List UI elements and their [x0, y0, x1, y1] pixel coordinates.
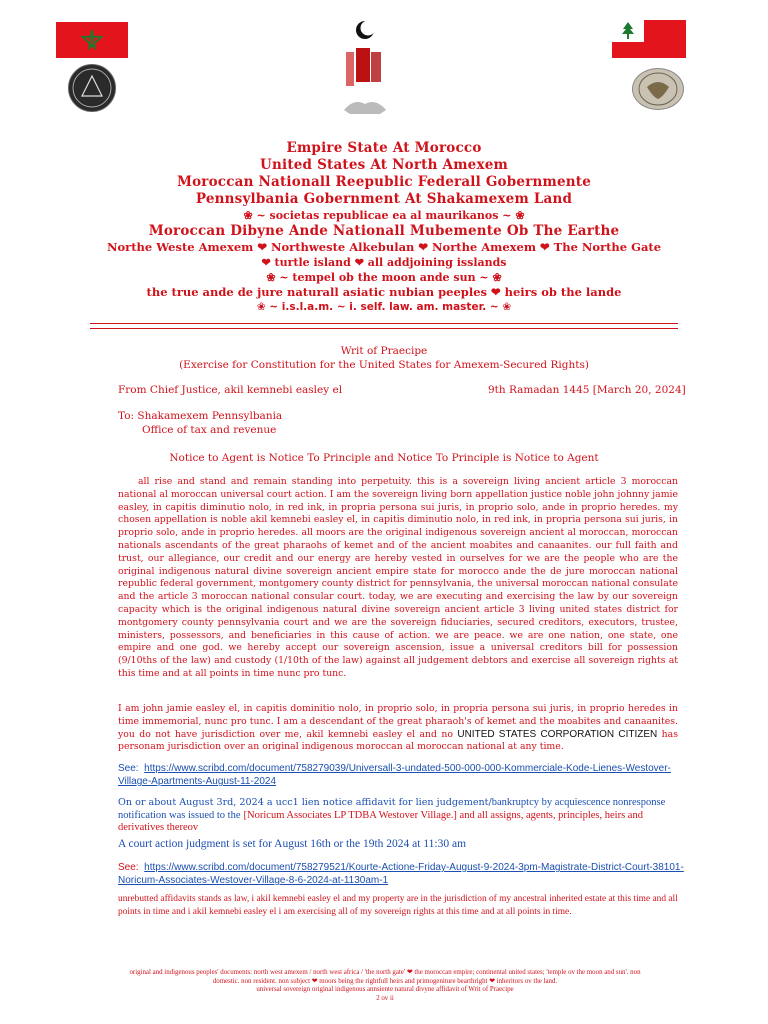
morocco-flag	[56, 22, 128, 58]
recipient-block	[118, 409, 282, 437]
scribd-link-2[interactable]: https://www.scribd.com/document/758279521/Kourte-Actione-Friday-August-9-2024-3pm-Magistrate-District-Court-38101-Noricum-Associates-Westover-Village-8-6-2024-at-1130am-1	[118, 862, 684, 886]
aug-text-b: bankruptcy by acquiescence nonresponse notification was issued to the	[118, 797, 666, 821]
letterhead	[0, 140, 768, 315]
scribd-link-1[interactable]: https://www.scribd.com/document/758279039/Universall-3-undated-500-000-000-Kommerciale-Kode-Lienes-Westover-Village-Apartments-August-11-2024	[118, 763, 671, 787]
header-line-7: Northe Weste Amexem ❤ Northweste Alkebulan ❤ Northe Amexem ❤ The Northe Gate	[106, 240, 662, 254]
from-line: From Chief Justice, akil kemnebi easley el	[118, 384, 343, 396]
page-footer	[118, 969, 652, 1003]
paragraph-2-text-a: I am john jamie easley el, in capitis dominitio nolo, in proprio solo, in propria persona sui juris, in proprio heredes in time immemorial, nunc pro tunc. I am a descendant of the great pharaoh's of kemet and the moabites and canaanites. you do not have jurisdiction over me, akil kemnebi easley el and no	[118, 703, 678, 740]
body-paragraph-1	[118, 476, 678, 681]
writ-heading	[0, 344, 768, 372]
pine-tree-flag	[612, 20, 686, 58]
writ-subtitle: (Exercise for Constitution for the United States for Amexem-Secured Rights)	[179, 359, 589, 371]
crescent-flag-emblem-icon	[340, 18, 390, 118]
header-line-2: United States At North Amexem	[260, 157, 508, 173]
divider	[90, 328, 678, 329]
to-line: To: Shakamexem Pennsylbania	[118, 410, 283, 422]
see-label: See:	[118, 763, 139, 774]
see-link-2-line	[118, 861, 688, 887]
footer-line-2: universal sovereign original indigenous annsiente natural divyne affidavit of Writ of Praecipe	[256, 986, 514, 994]
pine-tree-icon	[618, 21, 638, 41]
left-seal-icon	[68, 64, 116, 112]
header-line-8: ❤ turtle island ❤ all addjoining isslands	[261, 256, 507, 269]
date-line: 9th Ramadan 1445 [March 20, 2024]	[488, 384, 686, 396]
writ-title: Writ of Praecipe	[340, 345, 428, 357]
aug-text-a: On or about August 3rd, 2024 a ucc1 lien notice affidavit for lien judgement/	[118, 797, 492, 808]
header-line-4: Pennsylbania Gobernment At Shakamexem Land	[195, 191, 573, 207]
aug-text-c: [Noricum Associates LP TDBA Westover Village.] and all assigns, agents, principles, heirs and derivatives thereov	[118, 809, 643, 833]
footer-line-1: original and indigenous peoples' documents: north west amexem / north west africa / 'the north gate' ❤ the moroccan empire; continental united states; 'temple ov the moon and sun'. non domestic. non resident. non subject ❤ moors being the rightfull heirs and primogeniture bearthright ❤ inheritors ov the land.	[129, 969, 641, 985]
star-icon	[80, 28, 104, 52]
unrebutted-paragraph: unrebutted affidavits stands as law, i akil kemnebi easley el and my property are in the jurisdiction of my ancestral inherited estate at this time and all points in time and i akil kemnebi easley el i am exercising all of my sovereign rights at this time and at all points in time.	[118, 894, 678, 917]
header-line-9: ❀ ~ tempel ob the moon ande sun ~ ❀	[266, 271, 502, 284]
court-action-line: A court action judgment is set for August 16th or the 19th 2024 at 11:30 am	[118, 838, 467, 850]
header-line-1: Empire State At Morocco	[286, 140, 482, 156]
notice-line: Notice to Agent is Notice To Principle and Notice To Principle is Notice to Agent	[169, 452, 599, 464]
paragraph-2-text-b: has personam jurisdiction over an original indigenous moroccan al moroccan national at any time.	[118, 728, 678, 753]
header-line-6: Moroccan Dibyne Ande Nationall Mubemente Ob The Earthe	[148, 223, 620, 239]
header-line-3: Moroccan Nationall Reepublic Federall Gobernmente	[176, 174, 592, 190]
header-line-11: ❀ ~ i.s.l.a.m. ~ i. self. law. am. master. ~ ❀	[256, 301, 512, 313]
header-line-5: ❀ ~ societas republicae ea al maurikanos ~ ❀	[243, 209, 525, 222]
see-label-2: See:	[118, 862, 139, 873]
august-paragraph	[118, 797, 684, 835]
body-paragraph-2	[118, 703, 678, 754]
header-line-10: the true ande de jure naturall asiatic nubian peeples ❤ heirs ob the lande	[146, 285, 622, 299]
paragraph-1-text: all rise and stand and remain standing into perpetuity. this is a sovereign living ancient article 3 moroccan national al moroccan universal court action. I am the sovereign living born appellation justice noble john johnny jamie easley, in capitis diminutio nolo, in red ink, in propria persona sui juris, in proprio solo, ande in proprio heredes. my chosen appellation is noble akil kemnebi easley el, in capitis diminutio nolo, in red ink, in propria persona sui juris, in proprio solo, ande in proprio heredes. all moors are the original indigenous sovereign ancient al moroccan, moroccan nationals ascendants of the great pharaohs of kemet and of the ancient moabites and canaanites. our full faith and trust, our allegiance, our credit and our energy are hereby vested in ourselves for we are the people who are the original indigenous natural divine sovereign ancient empire state for morocco ande the de jure moroccan national republic federal government, montgomery county district for pennsylvania, the universal moroccan national consulate and the article 3 moroccan national consular court. today, we are executing and exercising the law by our sovereign capacity which is the original indigenous natural divine sovereign ancient article 3 living united states district for montgomery county pennsylvania court and we are the sovereign fiduciaries, secured creditors, executors, trustee, ministers, possessors, and beneficiaries in this cause of action. we are peace. we are one nation, one state, one empire and one god. we hereby accept our sovereign ascension, issue a universal creditors bill for possession (9/10ths of the law) and custody (1/10th of the law) against all judgement debtors and exercise all sovereign rights at this time and at all points in time nunc pro tunc.	[118, 476, 678, 679]
eagle-seal-icon	[632, 68, 684, 110]
see-link-1-line	[118, 762, 688, 788]
corporation-citizen-text: UNITED STATES CORPORATION CITIZEN	[457, 728, 658, 740]
page-number: 2 ov ii	[376, 994, 394, 1002]
office-line: Office of tax and revenue	[142, 424, 277, 436]
divider	[90, 323, 678, 324]
